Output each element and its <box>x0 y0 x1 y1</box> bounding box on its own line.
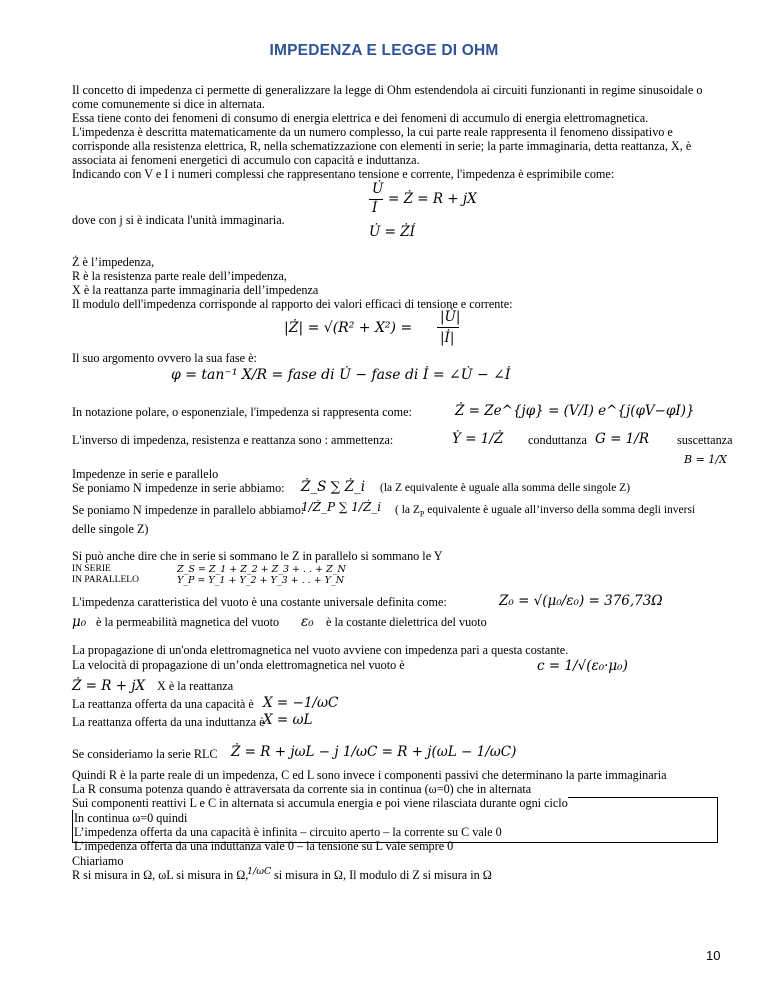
imag-unit-note: dove con j si è indicata l'unità immaginaria. <box>72 213 285 227</box>
mu-text: è la permeabilità magnetica del vuoto <box>96 615 280 629</box>
def-line: Ż è l’impedenza, <box>72 255 155 269</box>
cap-text: La reattanza offerta da una capacità è <box>72 697 254 711</box>
intro-line: L'impedenza è descritta matematicamente da un numero complesso, la cui parte reale rappresenta il fenomeno dissipativo e <box>72 125 673 139</box>
boxed-line: L’impedenza offerta da una capacità è infinita – circuito aperto – la corrente su C vale 0 <box>74 825 502 839</box>
conclusion-line: Quindi R è la parte reale di un impedenza, C ed L sono invece i componenti passivi che determinano la parte immaginaria <box>72 768 667 782</box>
eq-polar: Ż = Ze^{jφ} = (V/I) e^{j(φV−φI)} <box>455 403 695 419</box>
eq-conduttanza: G = 1/R <box>595 431 649 447</box>
eq-ammettenza: Ẏ = 1/Ż <box>452 431 504 447</box>
chiariamo: Chiariamo <box>72 854 124 868</box>
eq-c: c = 1/√(ε₀·μ₀) <box>537 658 628 674</box>
def-line: R è la resistenza parte reale dell’impedenza, <box>72 269 287 283</box>
parallelo-text: Se poniamo N impedenze in parallelo abbiamo: <box>72 503 305 517</box>
intro-line: Il concetto di impedenza ci permette di generalizzare la legge di Ohm estendendola ai circuiti funzionanti in regime sinusoidale o <box>72 83 703 97</box>
intro-line: Indicando con V e I i numeri complessi che rappresentano tensione e corrente, l'impedenza è esprimibile come: <box>72 167 615 181</box>
mu-symbol: μ₀ <box>72 614 87 630</box>
fase-text: Il suo argomento ovvero la sua fase è: <box>72 351 257 365</box>
intro-line: associata ai fenomeni energetici di accumulo con capacità e induttanza. <box>72 153 420 167</box>
suscettanza-label: suscettanza <box>677 433 733 447</box>
parallelo-note-2: delle singole Z) <box>72 522 149 536</box>
inverse-text: L'inverso di impedenza, resistenza e reattanza sono : ammettenza: <box>72 433 394 447</box>
eq-parallelo: 1/Ż_P ∑ 1/Ż_i <box>301 500 382 514</box>
summary-text: Si può anche dire che in serie si sommano le Z in parallelo si sommano le Y <box>72 549 443 563</box>
serie-heading: Impedenze in serie e parallelo <box>72 467 219 481</box>
in-parallelo-eq: Y_P = Y_1 + Y_2 + Y_3 + . . + Y_N <box>177 575 345 586</box>
eq-suscettanza: B = 1/X <box>684 453 727 466</box>
eq-xc: X = −1/ωC <box>263 695 339 711</box>
eq-modulo-denominator: |İ| <box>440 330 455 346</box>
serie-note: (la Z equivalente è uguale alla somma delle singole Z) <box>380 482 631 494</box>
parallelo-note: ( la $Z_P$ equivalente è uguale all’inverso della somma degli inversi <box>395 504 696 519</box>
eq-modulo-numerator: |U̇| <box>440 309 461 325</box>
eq-ohm-numerator: U̇ <box>372 181 384 197</box>
eq-u: U̇ = ŻÍ <box>369 224 415 240</box>
conduttanza-label: conduttanza <box>528 433 587 447</box>
in-serie-eq: Z_S = Z_1 + Z_2 + Z_3 + . . + Z_N <box>177 564 346 575</box>
polar-text: In notazione polare, o esponenziale, l'impedenza si rappresenta come: <box>72 405 412 419</box>
velocita-text: La velocità di propagazione di un’onda elettromagnetica nel vuoto è <box>72 658 405 672</box>
intro-line: corrisponde alla resistenza elettrica, R, nella schematizzazione con elementi in serie; la parte immaginaria, detta reattanza, X, è <box>72 139 692 153</box>
in-parallelo-label: IN PARALLELO <box>72 575 139 585</box>
page-title: IMPEDENZA E LEGGE DI OHM <box>269 42 499 59</box>
conclusion-line: Sui componenti reattivi L e C in alternata si accumula energia e poi viene rilasciata durante ogni ciclo <box>72 796 568 810</box>
eq-ohm-rhs: = Ż = R + jX <box>388 191 477 207</box>
boxed-line: L’impedenza offerta da una induttanza vale 0 – la tensione su L vale sempre 0 <box>74 839 454 853</box>
propagazione-text: La propagazione di un'onda elettromagnetica nel vuoto avviene con impedenza pari a questa costante. <box>72 643 569 657</box>
eps-symbol: ε₀ <box>301 614 314 630</box>
eq-modulo-left: |Ż| = √(R² + X²) = <box>284 320 413 336</box>
reattanza-note: X è la reattanza <box>157 679 234 693</box>
in-serie-label: IN SERIE <box>72 564 111 574</box>
units-fraction: 1/ωC <box>247 866 272 877</box>
eq-z-r-jx: Ż = R + jX <box>72 678 146 694</box>
eps-text: è la costante dielettrica del vuoto <box>326 615 487 629</box>
units-line-a: R si misura in Ω, ωL si misura in Ω, <box>72 868 249 882</box>
fraction-bar <box>437 327 459 328</box>
rlc-text: Se consideriamo la serie RLC <box>72 747 218 761</box>
eq-xl: X = ωL <box>263 712 313 728</box>
eq-ohm-denominator: İ <box>372 200 378 216</box>
intro-line: Essa tiene conto dei fenomeni di consumo di energia elettrica e dei fenomeni di accumulo di energia elettromagnetica. <box>72 111 649 125</box>
vuoto-text: L'impedenza caratteristica del vuoto è una costante universale definita come: <box>72 595 447 609</box>
eq-fase: φ = tan⁻¹ X/R = fase di U̇ − fase di İ = ∠U̇ − ∠İ <box>171 367 511 383</box>
boxed-line: In continua ω=0 quindi <box>74 811 188 825</box>
serie-text: Se poniamo N impedenze in serie abbiamo: <box>72 481 285 495</box>
units-line-b: si misura in Ω, Il modulo di Z si misura in Ω <box>274 868 492 882</box>
modulo-text: Il modulo dell'impedenza corrisponde al rapporto dei valori efficaci di tensione e corrente: <box>72 297 513 311</box>
ind-text: La reattanza offerta da una induttanza è <box>72 715 265 729</box>
intro-line: come comunemente si dice in alternata. <box>72 97 265 111</box>
eq-serie: Ż_S ∑ Ż_i <box>301 479 366 495</box>
page-number: 10 <box>706 948 721 963</box>
eq-z0: Z₀ = √(μ₀/ε₀) = 376,73Ω <box>499 593 663 609</box>
eq-rlc: Ż = R + jωL − j 1/ωC = R + j(ωL − 1/ωC) <box>231 744 517 760</box>
def-line: X è la reattanza parte immaginaria dell’impedenza <box>72 283 319 297</box>
conclusion-line: La R consuma potenza quando è attraversata da corrente sia in continua (ω=0) che in alternata <box>72 782 532 796</box>
